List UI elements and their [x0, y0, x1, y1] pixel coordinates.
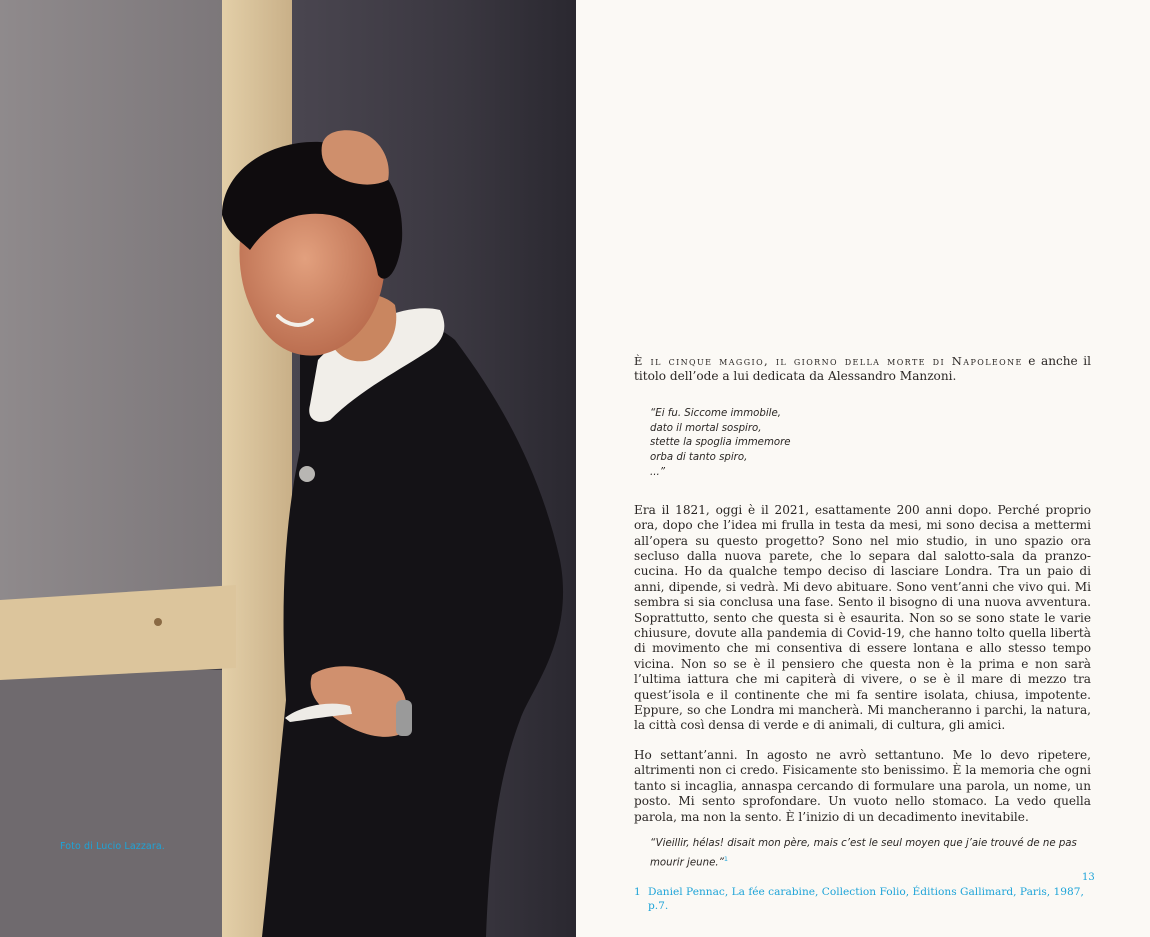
photo-caption: Foto di Lucio Lazzara.: [60, 841, 165, 852]
intro-rest: e anche il titolo dell’ode a lui dedicata da Alessandro Manzoni.: [634, 354, 1091, 384]
french-quote: [634, 837, 1091, 871]
footnote-number: 1: [634, 885, 641, 898]
poem-line: dato il mortal sospiro,: [650, 422, 762, 434]
footnote: [634, 885, 1091, 913]
body-paragraph-1: Era il 1821, oggi è il 2021, esattamente 200 anni dopo. Perché proprio ora, dopo che l’idea mi frulla in testa da mesi, mi sono decisa a mettermi all’opera su questo progetto? Sono nel mio studio, in uno spazio ora secluso dalla nuova parete, che lo separa dal salotto-sala da pranzo-cucina. Ho da qualche tempo deciso di lasciare Londra. Tra un paio di anni, dipende, si vedrà. Mi devo abituare. Sono vent’anni che vivo qui. Mi sembra si sia conclusa una fase. Sento il bisogno di una nuova avventura. Soprattutto, sento che questa si è esaurita. Non so se sono state le varie chiusure, dovute alla pandemia di Covid-19, che hanno tolto quella libertà di movimento che mi consentiva di essere lontana e allo stesso tempo vicina. Non so se è il pensiero che questa non è la prima e non sarà l’ultima iattura che mi capiterà di vivere, o se è il mare di mezzo tra quest’isola e il continente che mi fa sentire isolata, chiusa, impotente. Eppure, so che Londra mi mancherà. Mi mancheranno i parchi, la natura, la città così densa di verde e di animali, di cultura, gli amici.: [634, 502, 1091, 733]
intro-paragraph: [634, 354, 1091, 385]
footnote-text: Daniel Pennac, La fée carabine, Collection Folio, Éditions Gallimard, Paris, 1987, p.7.: [648, 885, 1084, 912]
body-paragraph-2: Ho settant’anni. In agosto ne avrò settantuno. Me lo devo ripetere, altrimenti non ci credo. Fisicamente sto benissimo. È la memoria che ogni tanto si incaglia, annaspa cercando di formulare una parola, un nome, un posto. Mi sento sprofondare. Un vuoto nello stomaco. La vedo quella parola, ma non la sento. È l’inizio di un decadimento inevitabile.: [634, 747, 1091, 824]
poem-line: ...”: [650, 467, 665, 478]
poem-quote: [634, 407, 1091, 481]
poem-line: “Ei fu. Siccome immobile,: [650, 407, 782, 419]
poem-line: orba di tanto spiro,: [650, 452, 748, 464]
page-number: 13: [1082, 872, 1095, 883]
french-quote-text: “Vieillir, hélas! disait mon père, mais c’est le seul moyen que j’aie trouvé de ne pas mourir jeune.”: [650, 837, 1077, 869]
lead-in-small-caps: È il cinque maggio, il giorno della morte di Napoleone: [634, 354, 1023, 368]
footnote-reference[interactable]: 1: [723, 854, 728, 863]
text-page: [576, 0, 1150, 937]
text-column: [634, 354, 1091, 913]
poem-line: stette la spoglia immemore: [650, 437, 791, 449]
